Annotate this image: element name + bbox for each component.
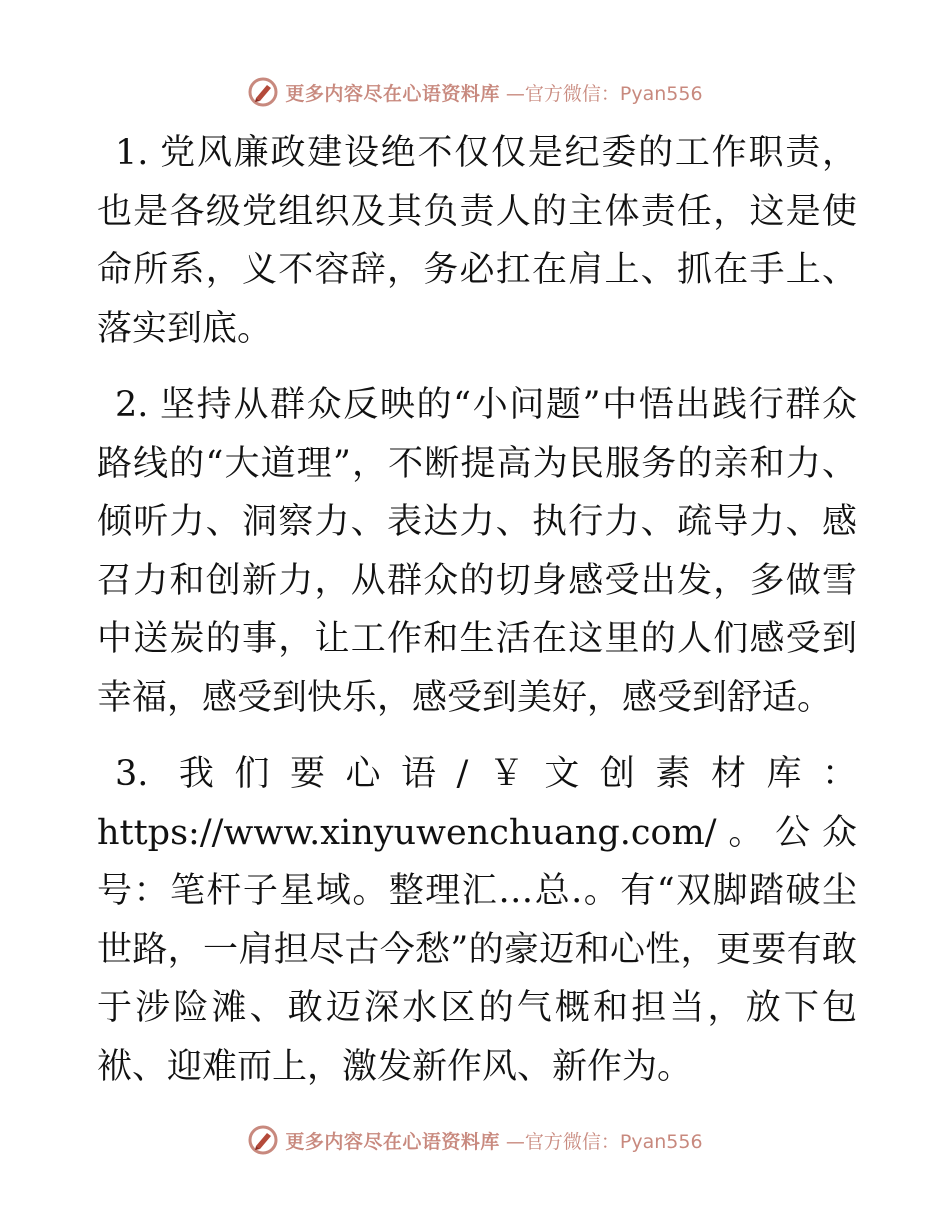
paragraph-number: 1. bbox=[115, 133, 149, 173]
footer-wechat: —官方微信：Pyan556 bbox=[505, 1130, 703, 1153]
pen-circle-logo-icon bbox=[247, 76, 279, 108]
header-banner bbox=[0, 72, 950, 112]
paragraph-text: 党风廉政建设绝不仅仅是纪委的工作职责，也是各级党组织及其负责人的主体责任，这是使命所系，义不容辞，务必扛在肩上、抓在手上、落实到底。 bbox=[97, 133, 857, 349]
pen-circle-logo-icon bbox=[247, 1124, 279, 1156]
paragraph-text: 我们要心语/￥文创素材库：https://www.xinyuwenchuang.com/。公众号：笔杆子星域。整理汇…总.。有“双脚踏破尘世路，一肩担尽古今愁”的豪迈和心性，更要有敢于涉险滩、敢迈深水区的气概和担当，放下包袱、迎难而上，激发新作风、新作为。 bbox=[97, 754, 857, 1087]
header-tagline: 更多内容尽在心语资料库 bbox=[285, 82, 500, 105]
paragraph-number: 2. bbox=[115, 385, 149, 425]
footer-banner bbox=[0, 1120, 950, 1160]
paragraph-3 bbox=[97, 745, 857, 1096]
paragraph-number: 3. bbox=[115, 754, 149, 794]
paragraph-2 bbox=[97, 376, 857, 727]
paragraph-1 bbox=[97, 124, 857, 358]
document-body bbox=[97, 124, 857, 1114]
paragraph-text: 坚持从群众反映的“小问题”中悟出践行群众路线的“大道理”，不断提高为民服务的亲和力、倾听力、洞察力、表达力、执行力、疏导力、感召力和创新力，从群众的切身感受出发，多做雪中送炭的事，让工作和生活在这里的人们感受到幸福，感受到快乐，感受到美好，感受到舒适。 bbox=[97, 385, 857, 718]
footer-tagline: 更多内容尽在心语资料库 bbox=[285, 1130, 500, 1153]
header-wechat: —官方微信：Pyan556 bbox=[505, 82, 703, 105]
